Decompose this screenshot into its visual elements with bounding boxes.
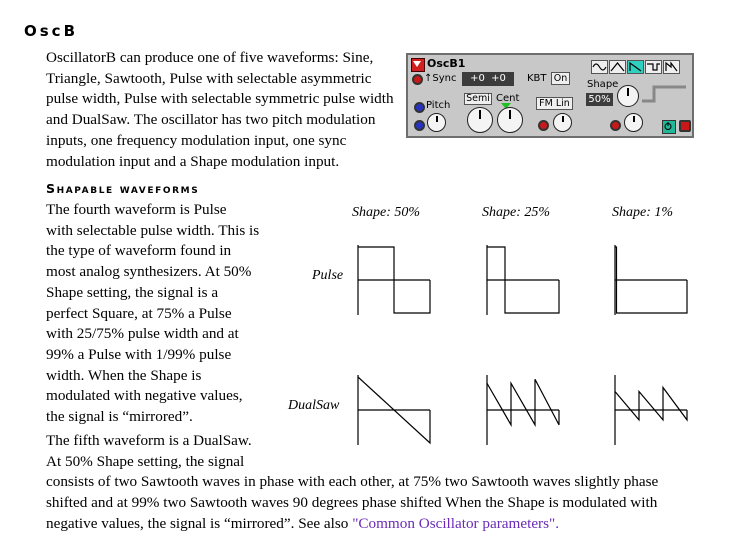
dualsaw-line: shifted and at 99% two Sawtooth waves 90 degrees phase shifted When the Shape is modulated with [46,494,658,512]
dualsaw-waveform [487,379,559,425]
dualsaw-line: The fifth waveform is a DualSaw. [46,432,252,449]
shape-label: Shape [587,79,619,90]
pulse-line: with selectable pulse width. This is [46,221,260,239]
arrow-up-icon: ↑ [424,73,433,84]
pitch-label: Pitch [426,100,451,111]
last-line-text: negative values, the signal is “mirrored”. See also [46,514,353,532]
intro-line: inputs, one frequency modulation input, one sync [46,131,347,149]
fm-lin-button[interactable]: FM Lin [536,97,573,110]
common-oscillator-parameters-link[interactable]: "Common Oscillator parameters". [352,514,560,532]
pulse-line: Shape setting, the signal is a [46,283,219,301]
intro-line: OscillatorB can produce one of five waveforms: Sine, [46,49,374,66]
section-heading: Shapable waveforms [46,181,200,196]
fine-value: +0 [491,73,506,84]
column-label-25: Shape: 25% [482,205,551,220]
dualsaw-line: At 50% Shape setting, the signal [46,452,245,470]
row-label-dualsaw: DualSaw [288,398,340,413]
coarse-value: +0 [470,73,485,84]
kbt-toggle[interactable]: On [551,72,570,85]
dualsaw-waveform [615,388,687,420]
kbt-label: KBT [527,73,547,84]
row-label-pulse: Pulse [312,268,344,283]
pulse-line: The fourth waveform is Pulse [46,201,227,218]
semi-button[interactable]: Semi [464,93,492,105]
pulse-line: width. When the Shape is [46,366,202,384]
shape-value-display: 50% [586,93,613,106]
pulse-line: the type of waveform found in [46,242,232,260]
intro-line: modulation input and a Shape modulation input. [46,152,340,170]
pulse-line: most analog synthesizers. At 50% [46,263,252,281]
pulse-line: perfect Square, at 75% a Pulse [46,304,232,322]
column-label-1: Shape: 1% [612,205,674,220]
dualsaw-line: consists of two Sawtooth waves in phase with each other, at 75% two Sawtooth waves slightly phase [46,473,659,491]
pulse-line: with 25/75% pulse width and at [46,325,239,343]
pulse-line: modulated with negative values, [46,387,243,405]
column-label-50: Shape: 50% [352,205,421,220]
pulse-line: the signal is “mirrored”. [46,408,193,426]
intro-line: Triangle, Sawtooth, Pulse with selectable asymmetric [46,69,372,87]
pulse-line: 99% a Pulse with 1/99% pulse [46,345,232,363]
sync-label-text: Sync [432,73,457,84]
page-title: OscB [24,22,79,40]
intro-line: and DualSaw. The oscillator has two pitch modulation [46,111,376,129]
intro-line: pulse width, Pulse with selectable symmetric pulse width [46,90,394,108]
cent-label: Cent [496,93,520,104]
module-name[interactable]: OscB1 [427,57,466,70]
